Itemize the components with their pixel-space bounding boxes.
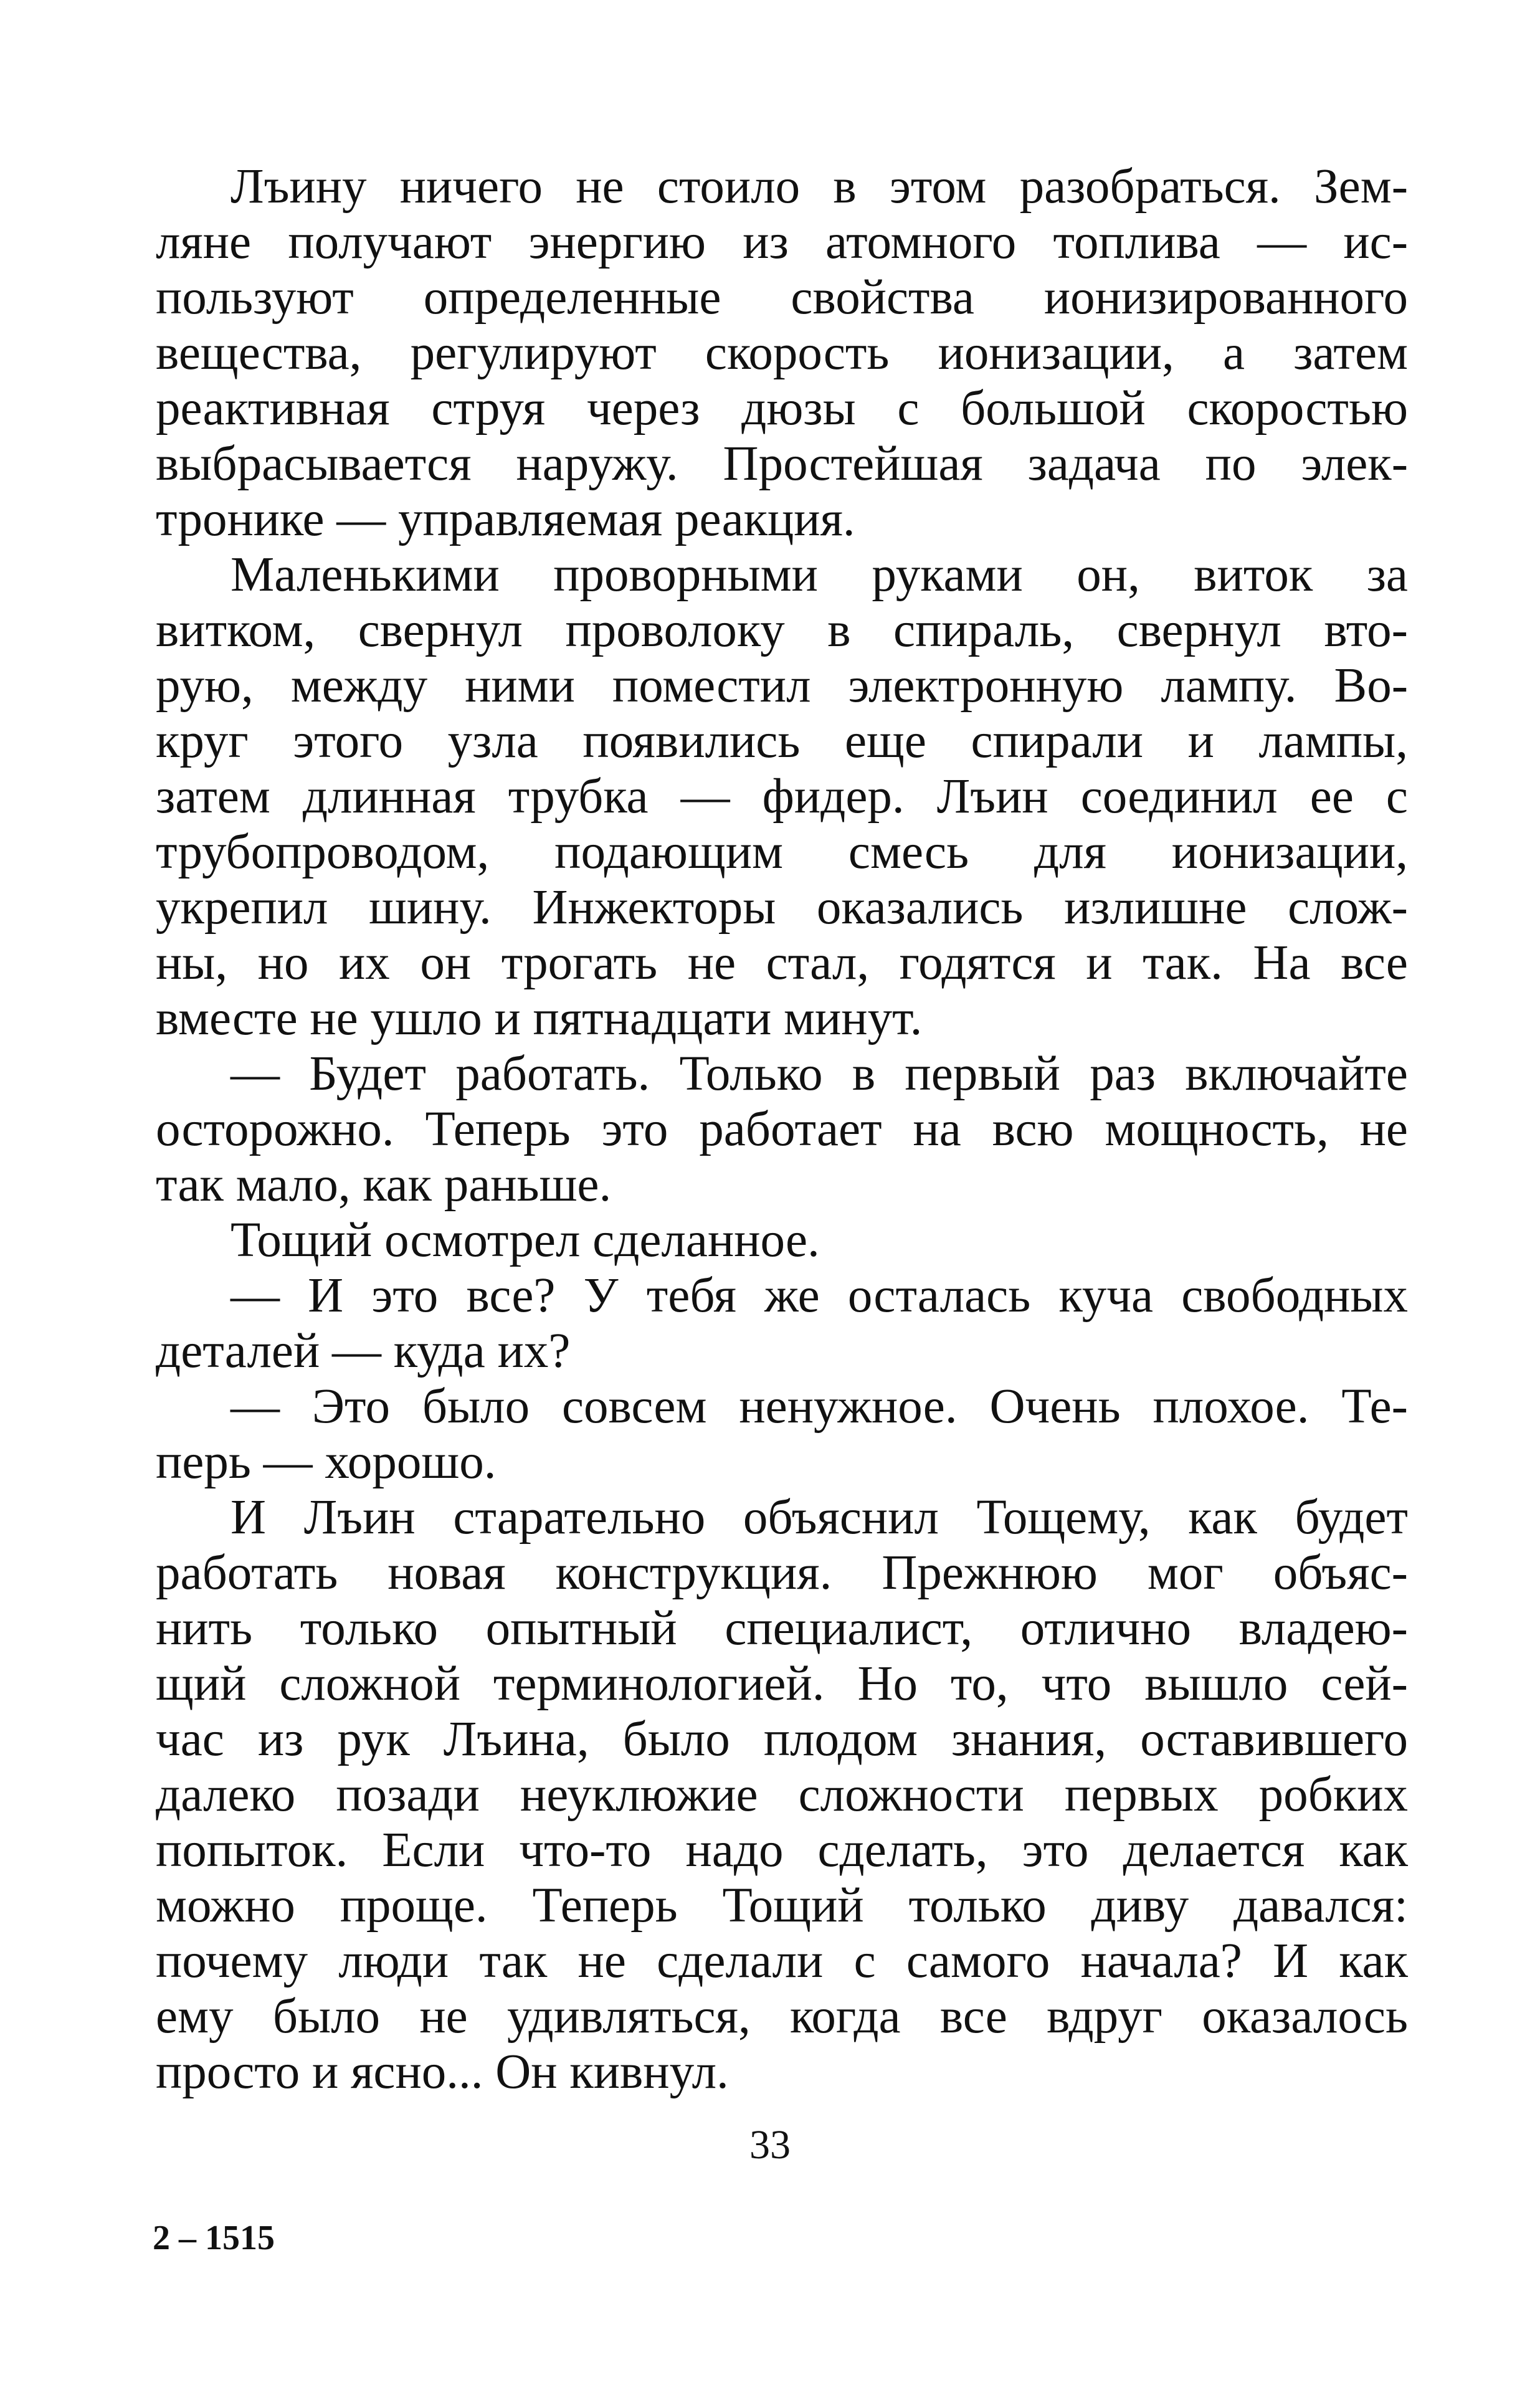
paragraph	[156, 159, 1408, 547]
text-line: И Лъин старательно объяснил Тощему, как будет	[231, 1490, 1408, 1545]
text-line: можно проще. Теперь Тощий только диву давался:	[156, 1879, 1408, 1933]
paragraph	[156, 1490, 1408, 2100]
text-line: затем длинная трубка — фидер. Лъин соединил ее с	[156, 769, 1408, 824]
text-line: вещества, регулируют скорость ионизации, а затем	[156, 326, 1408, 380]
text-line: пользуют определенные свойства ионизированного	[156, 270, 1408, 325]
text-line: — Это было совсем ненужное. Очень плохое. Те-	[231, 1379, 1408, 1434]
text-line: Тощий осмотрел сделанное.	[231, 1213, 820, 1267]
text-line: почему люди так не сделали с самого начала? И как	[156, 1934, 1408, 1988]
text-line: укрепил шину. Инжекторы оказались излишне слож-	[156, 880, 1408, 935]
text-line: ляне получают энергию из атомного топлива — ис-	[156, 215, 1408, 269]
text-line: выбрасывается наружу. Простейшая задача по элек-	[156, 437, 1408, 491]
text-line: перь — хорошо.	[156, 1435, 497, 1489]
paragraph	[156, 1046, 1408, 1212]
text-line: трубопроводом, подающим смесь для ионизации,	[156, 825, 1408, 879]
text-line: тронике — управляемая реакция.	[156, 492, 855, 546]
text-line: осторожно. Теперь это работает на всю мощность, не	[156, 1102, 1408, 1156]
page-number: 33	[749, 2122, 791, 2168]
text-line: Маленькими проворными руками он, виток за	[231, 548, 1408, 602]
text-line: далеко позади неуклюжие сложности первых робких	[156, 1768, 1408, 1822]
text-line: — Будет работать. Только в первый раз включайте	[231, 1047, 1408, 1101]
text-line: нить только опытный специалист, отлично владею-	[156, 1601, 1408, 1655]
text-line: так мало, как раньше.	[156, 1158, 612, 1212]
text-line: круг этого узла появились еще спирали и лампы,	[156, 714, 1408, 768]
text-line: час из рук Лъина, было плодом знания, оставившего	[156, 1712, 1408, 1766]
printer-signature-mark: 2 – 1515	[153, 2219, 275, 2257]
text-line: витком, свернул проволоку в спираль, свернул вто-	[156, 603, 1408, 657]
text-line: просто и ясно... Он кивнул.	[156, 2045, 729, 2099]
text-line: щий сложной терминологией. Но то, что вышло сей-	[156, 1657, 1408, 1711]
text-line: Лъину ничего не стоило в этом разобраться. Зем-	[231, 160, 1408, 214]
text-line: деталей — куда их?	[156, 1324, 571, 1378]
text-line: реактивная струя через дюзы с большой скоростью	[156, 381, 1408, 436]
paragraph	[156, 1379, 1408, 1490]
paragraph	[156, 547, 1408, 1046]
paragraph	[156, 1212, 1408, 1268]
text-line: — И это все? У тебя же осталась куча свободных	[231, 1269, 1408, 1323]
body-text	[156, 159, 1408, 2100]
paragraph	[156, 1268, 1408, 1379]
text-line: ему было не удивляться, когда все вдруг оказалось	[156, 1989, 1408, 2044]
text-line: вместе не ушло и пятнадцати минут.	[156, 991, 923, 1045]
text-line: ны, но их он трогать не стал, годятся и так. На все	[156, 936, 1408, 990]
text-line: работать новая конструкция. Прежнюю мог объяс-	[156, 1546, 1408, 1600]
text-line: попыток. Если что-то надо сделать, это делается как	[156, 1823, 1408, 1877]
text-line: рую, между ними поместил электронную лампу. Во-	[156, 659, 1408, 713]
